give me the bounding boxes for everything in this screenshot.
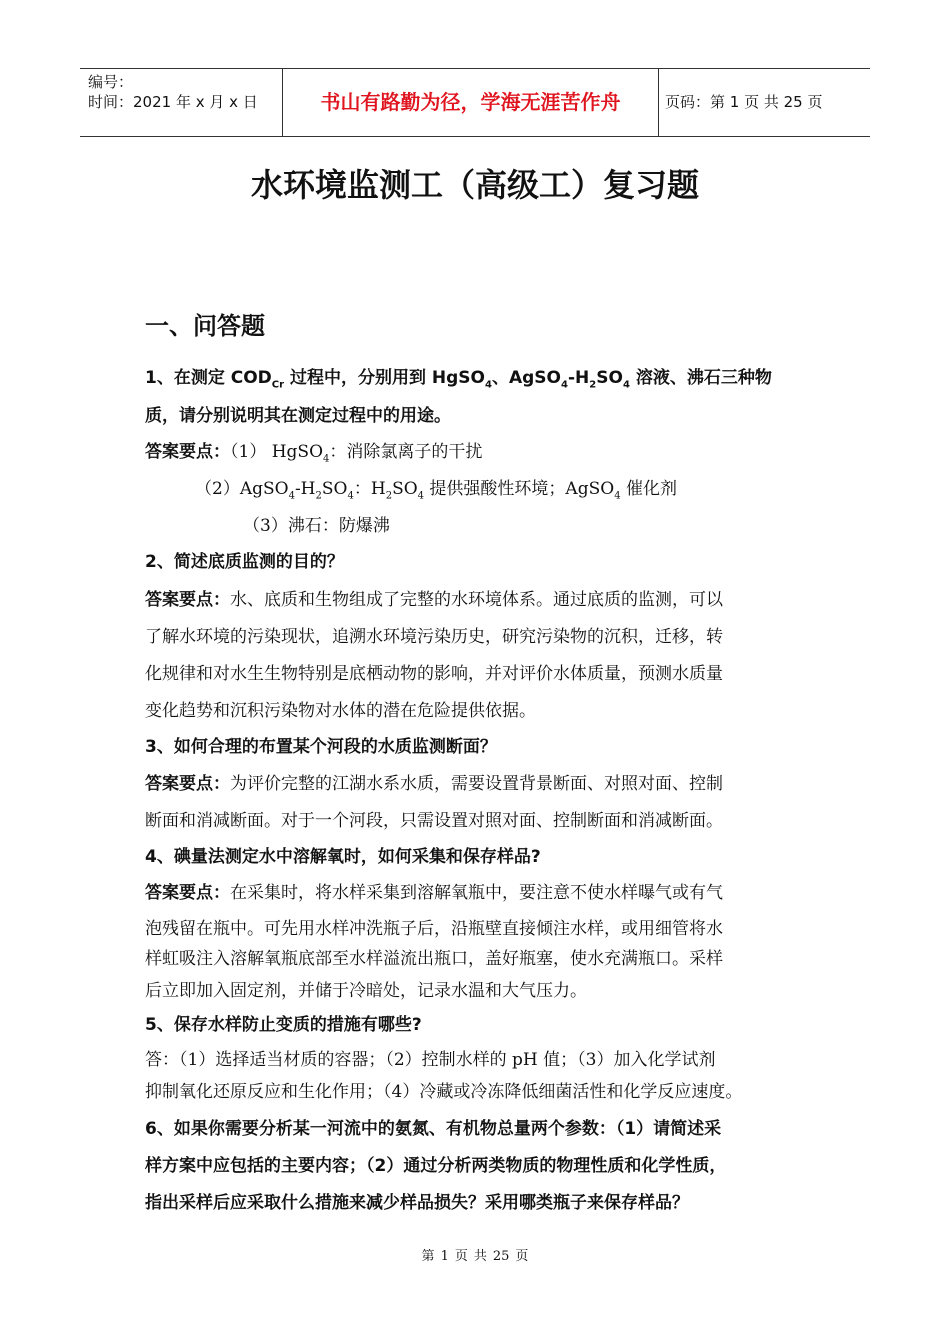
q1-text-b: 过程中，分别用到 HgSO [284, 368, 486, 388]
q1-sub-2: 2 [589, 379, 597, 391]
question-2: 2、简述底质监测的目的？ [145, 552, 344, 572]
header-page-code: 页码：第 1 页 共 25 页 [665, 93, 823, 111]
answer-4-line-3: 样虹吸注入溶解氧瓶底部至水样溢流出瓶口，盖好瓶塞，使水充满瓶口。采样 [145, 949, 723, 969]
answer-2-line-1 [145, 585, 723, 610]
date-label: 时间：2021 年 x 月 x 日 [88, 93, 258, 111]
answer-1-line-3: （3）沸石：防爆沸 [243, 516, 390, 536]
question-1-line-2: 质，请分别说明其在测定过程中的用途。 [145, 406, 451, 426]
a1-l2-b: -H [294, 479, 316, 499]
footer-text-c: 共 [473, 1249, 487, 1264]
answer-4-line-1 [145, 878, 723, 903]
a1-l1-sub: 4 [323, 453, 330, 465]
q1-sub-4b: 4 [561, 379, 568, 391]
answer-label: 答案要点： [145, 883, 230, 903]
answer-2-line-4: 变化趋势和沉积污染物对水体的潜在危险提供依据。 [145, 701, 536, 721]
answer-label: 答案要点： [145, 442, 230, 462]
answer-2-line-3: 化规律和对水生生物特别是底栖动物的影响，并对评价水体质量，预测水质量 [145, 664, 723, 684]
footer-text-b: 页 [454, 1249, 468, 1264]
a1-l2-g: 催化剂 [620, 479, 677, 499]
answer-5-line-1: 答：（1）选择适当材质的容器；（2）控制水样的 pH 值；（3）加入化学试剂 [145, 1050, 716, 1070]
q1-text-a: 1、在测定 COD [145, 368, 272, 388]
page-footer [0, 1245, 950, 1264]
a4-l1: 在采集时，将水样采集到溶解氧瓶中，要注意不使水样曝气或有气 [230, 883, 723, 903]
answer-label: 答案要点： [145, 774, 230, 794]
answer-1-line-1 [145, 437, 482, 464]
question-6-line-3: 指出采样后应采取什么措施来减少样品损失？采用哪类瓶子来保存样品？ [145, 1193, 689, 1213]
a1-l2-s2: 2 [315, 490, 322, 502]
answer-4-line-2: 泡残留在瓶中。可先用水样冲洗瓶子后，沿瓶壁直接倾注水样，或用细管将水 [145, 919, 723, 939]
question-1-line-1 [145, 363, 772, 390]
header-meta [80, 69, 282, 136]
q1-text-c: 、AgSO [491, 368, 562, 388]
document-title: 水环境监测工（高级工）复习题 [250, 166, 699, 204]
a1-l1-b: ：消除氯离子的干扰 [329, 442, 483, 462]
q1-sub-4c: 4 [622, 379, 630, 391]
answer-3-line-1 [145, 769, 723, 794]
a1-l2-s5: 4 [417, 490, 425, 502]
q1-text-f: 溶液、沸石三种物 [629, 368, 772, 388]
serial-label: 编号： [88, 73, 134, 91]
a2-l1: 水、底质和生物组成了完整的水环境体系。通过底质的监测，可以 [230, 590, 723, 610]
q1-sub-cr: Cr [271, 379, 285, 391]
a3-l1: 为评价完整的江湖水系水质，需要设置背景断面、对照对面、控制 [230, 774, 723, 794]
q1-text-e: SO [596, 368, 623, 388]
a1-l2-a: （2）AgSO [195, 479, 289, 499]
footer-page-number: 1 [440, 1249, 449, 1264]
footer-text-d: 页 [515, 1249, 529, 1264]
question-3: 3、如何合理的布置某个河段的水质监测断面？ [145, 737, 497, 757]
a1-l2-e: SO [392, 479, 418, 499]
section-heading: 一、问答题 [145, 312, 265, 340]
q1-text-d: -H [567, 368, 590, 388]
a1-l2-s6: 4 [614, 490, 621, 502]
a1-l2-c: SO [321, 479, 348, 499]
a1-l2-s3: 4 [347, 490, 354, 502]
header-motto: 书山有路勤为径，学海无涯苦作舟 [282, 69, 659, 136]
footer-total-pages: 25 [492, 1249, 510, 1264]
answer-1-line-2 [195, 474, 677, 501]
answer-2-line-2: 了解水环境的污染现状，追溯水环境污染历史，研究污染物的沉积，迁移，转 [145, 627, 723, 647]
question-5: 5、保存水样防止变质的措施有哪些? [145, 1015, 422, 1035]
answer-3-line-2: 断面和消减断面。对于一个河段，只需设置对照对面、控制断面和消减断面。 [145, 811, 723, 831]
a1-l2-f: 提供强酸性环境；AgSO [424, 479, 615, 499]
a1-l2-s4: 2 [385, 490, 393, 502]
answer-label: 答案要点： [145, 590, 230, 610]
q1-sub-4a: 4 [485, 379, 492, 391]
a1-l1-a: （1） HgSO [230, 442, 324, 462]
question-6-line-1: 6、如果你需要分析某一河流中的氨氮、有机物总量两个参数：（1）请简述采 [145, 1119, 722, 1139]
question-4: 4、碘量法测定水中溶解氧时，如何采集和保存样品? [145, 847, 541, 867]
a1-l2-s1: 4 [288, 490, 295, 502]
document-header [80, 68, 870, 137]
answer-5-line-2: 抑制氧化还原反应和生化作用；（4）冷藏或冷冻降低细菌活性和化学反应速度。 [145, 1082, 743, 1102]
question-6-line-2: 样方案中应包括的主要内容；（2）通过分析两类物质的物理性质和化学性质， [145, 1156, 727, 1176]
footer-text-a: 第 [421, 1249, 435, 1264]
a1-l2-d: ：H [353, 479, 386, 499]
answer-4-line-4: 后立即加入固定剂，并储于冷暗处，记录水温和大气压力。 [145, 981, 587, 1001]
